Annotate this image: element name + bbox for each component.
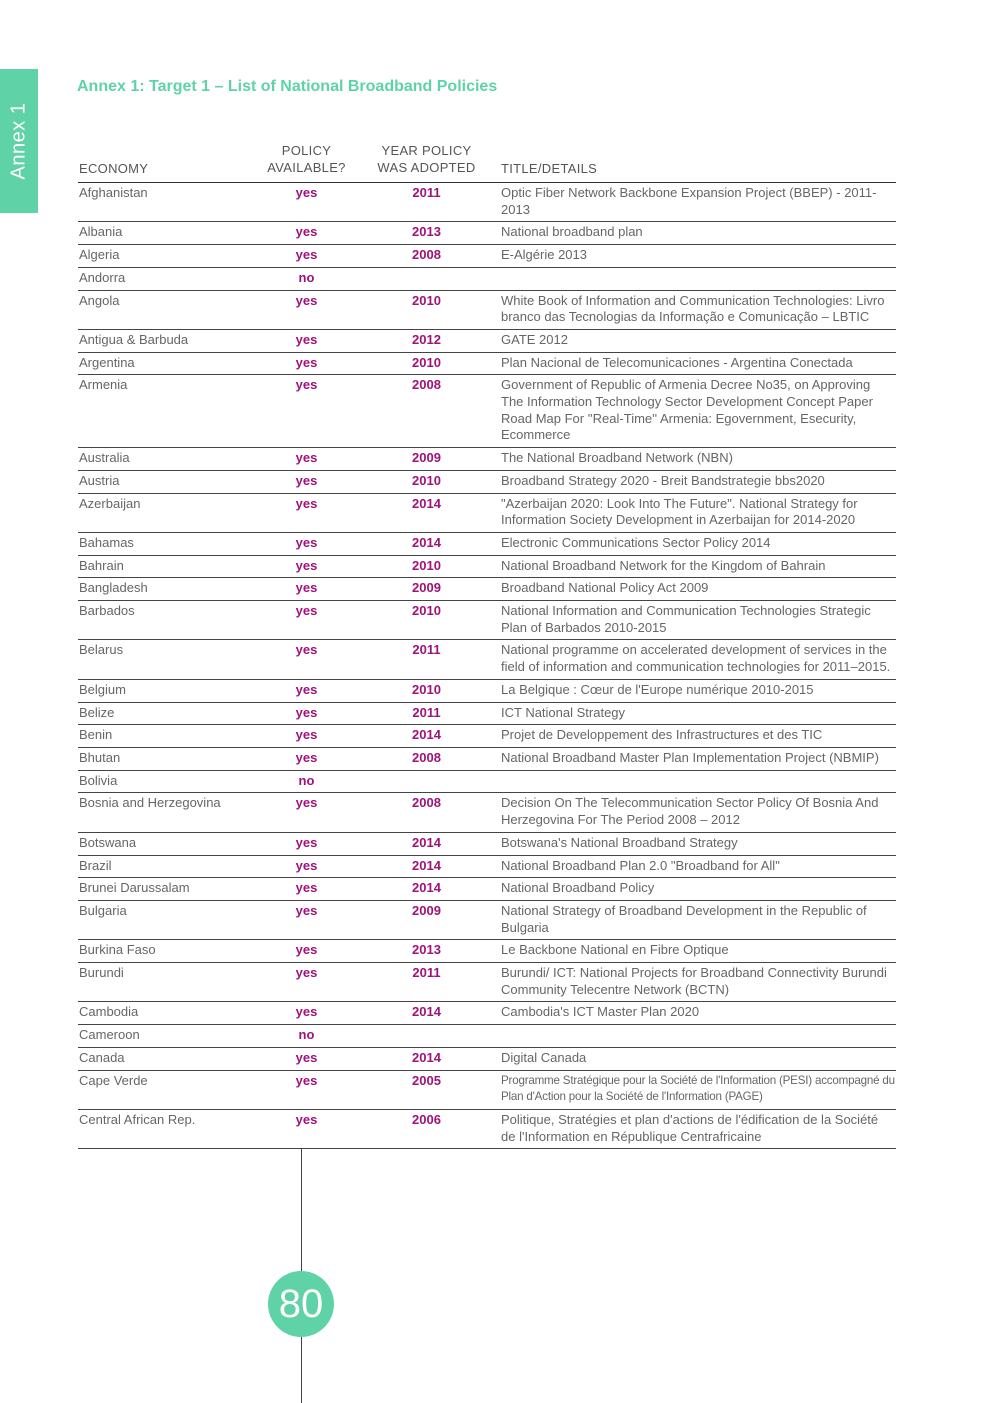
- table-row: [78, 1025, 896, 1048]
- year-cell: 2014: [412, 1049, 441, 1065]
- year-cell: 2008: [412, 795, 441, 811]
- table-row: [78, 748, 896, 771]
- title-cell: Broadband National Policy Act 2009: [501, 580, 709, 596]
- year-cell: 2011: [412, 185, 441, 200]
- policy-cell: yes: [295, 965, 318, 981]
- year-cell: 2014: [412, 857, 441, 873]
- year-cell: 2010: [412, 557, 441, 573]
- year-cell: 2013: [412, 942, 441, 958]
- policy-cell: yes: [295, 704, 318, 720]
- title-cell: Optic Fiber Network Backbone Expansion Project (BBEP) - 2011-2013: [501, 185, 877, 217]
- title-cell: National Broadband Master Plan Implementation Project (NBMIP): [501, 749, 879, 765]
- title-cell: National Broadband Policy: [501, 880, 655, 896]
- title-cell: Government of Republic of Armenia Decree No35, on Approving The Information Technology Sector Development Concept Paper Road Map For ''Real-Time'' Armenia: Egovernment, Esecurity, Ecommerce: [501, 377, 873, 443]
- economy-cell: Bangladesh: [79, 580, 148, 596]
- year-cell: 2014: [412, 834, 441, 850]
- title-cell: National broadband plan: [501, 224, 643, 240]
- year-cell: 2005: [412, 1072, 441, 1088]
- policy-cell: yes: [295, 727, 318, 743]
- economy-cell: Argentina: [79, 354, 135, 370]
- policy-cell: yes: [295, 603, 318, 619]
- table-row: [78, 245, 896, 268]
- policy-cell: yes: [295, 534, 318, 550]
- policy-cell: yes: [295, 354, 318, 370]
- economy-cell: Andorra: [79, 269, 126, 285]
- title-cell: Botswana's National Broadband Strategy: [501, 834, 738, 850]
- table-row: [78, 268, 896, 291]
- title-cell: Projet de Developpement des Infrastructures et des TIC: [501, 727, 823, 743]
- title-cell: National Strategy of Broadband Development in the Republic of Bulgaria: [501, 902, 867, 935]
- table-row: [78, 291, 896, 330]
- table-row: [78, 222, 896, 245]
- economy-cell: Bolivia: [79, 772, 118, 788]
- policy-cell: yes: [295, 185, 318, 200]
- table-row: [78, 601, 896, 640]
- title-cell: Broadband Strategy 2020 - Breit Bandstrategie bbs2020: [501, 472, 825, 488]
- policy-cell: yes: [295, 902, 318, 918]
- year-cell: 2014: [412, 880, 441, 896]
- table-row: [78, 533, 896, 556]
- year-cell: 2009: [412, 902, 441, 918]
- table-header: [78, 142, 896, 183]
- economy-cell: Cape Verde: [79, 1072, 148, 1088]
- policy-cell: yes: [295, 557, 318, 573]
- year-cell: 2012: [412, 331, 441, 347]
- economy-cell: Austria: [79, 472, 120, 488]
- year-cell: 2009: [412, 580, 441, 596]
- header-economy: ECONOMY: [79, 161, 149, 176]
- economy-cell: Central African Rep.: [79, 1111, 196, 1127]
- policy-cell: yes: [295, 1072, 318, 1088]
- year-cell: 2010: [412, 354, 441, 370]
- economy-cell: Canada: [79, 1049, 125, 1065]
- title-cell: National Information and Communication Technologies Strategic Plan of Barbados 2010-2015: [501, 603, 871, 635]
- header-policy-line1: POLICY: [281, 143, 332, 158]
- title-cell: Politique, Stratégies et plan d'actions de l'édification de la Société de l'Information en République Centrafricaine: [501, 1111, 879, 1144]
- year-cell: 2014: [412, 727, 441, 743]
- table-row: [78, 725, 896, 748]
- table-row: [78, 793, 896, 832]
- table-row: [78, 1071, 896, 1110]
- table-row: [78, 680, 896, 703]
- table-row: [78, 1002, 896, 1025]
- economy-cell: Benin: [79, 727, 113, 743]
- economy-cell: Bosnia and Herzegovina: [79, 795, 221, 811]
- policy-cell: yes: [295, 331, 318, 347]
- economy-cell: Burkina Faso: [79, 942, 156, 958]
- table-row: [78, 703, 896, 726]
- economy-cell: Belarus: [79, 642, 124, 658]
- economy-cell: Bhutan: [79, 749, 121, 765]
- year-cell: 2011: [412, 642, 441, 658]
- table-body: [78, 183, 896, 1149]
- table-row: [78, 471, 896, 494]
- policy-cell: yes: [295, 857, 318, 873]
- table-row: [78, 353, 896, 376]
- title-cell: Le Backbone National en Fibre Optique: [501, 942, 729, 958]
- table-row: [78, 771, 896, 794]
- economy-cell: Barbados: [79, 603, 135, 619]
- table-row: [78, 940, 896, 963]
- table-row: [78, 556, 896, 579]
- title-cell: E-Algérie 2013: [501, 247, 587, 263]
- header-year-line2: WAS ADOPTED: [377, 160, 476, 175]
- side-tab: [0, 69, 38, 213]
- year-cell: 2014: [412, 1004, 441, 1020]
- economy-cell: Armenia: [79, 377, 128, 393]
- table-row: [78, 640, 896, 679]
- policy-cell: yes: [295, 749, 318, 765]
- year-cell: 2014: [412, 534, 441, 550]
- header-policy: [249, 142, 364, 176]
- title-cell: Burundi/ ICT: National Projects for Broadband Connectivity Burundi Community Telecentre Network (BCTN): [501, 965, 887, 997]
- policy-cell: yes: [295, 880, 318, 896]
- table-row: [78, 901, 896, 940]
- economy-cell: Angola: [79, 292, 120, 308]
- policy-cell: yes: [295, 942, 318, 958]
- year-cell: 2014: [412, 495, 441, 511]
- year-cell: 2010: [412, 603, 441, 619]
- title-cell: The National Broadband Network (NBN): [501, 450, 733, 466]
- page-title: Annex 1: Target 1 – List of National Broadband Policies: [77, 78, 498, 95]
- economy-cell: Cameroon: [79, 1027, 140, 1043]
- policy-cell: no: [298, 1027, 315, 1043]
- year-cell: 2009: [412, 450, 441, 466]
- table-row: [78, 856, 896, 879]
- title-cell: Plan Nacional de Telecomunicaciones - Argentina Conectada: [501, 354, 853, 370]
- year-cell: 2008: [412, 247, 441, 263]
- title-cell: Electronic Communications Sector Policy 2014: [501, 534, 771, 550]
- year-cell: 2011: [412, 965, 441, 981]
- economy-cell: Bahrain: [79, 557, 124, 573]
- table-row: [78, 963, 896, 1002]
- economy-cell: Azerbaijan: [79, 495, 141, 511]
- table-row: [78, 833, 896, 856]
- policy-table: [78, 142, 896, 1149]
- year-cell: 2010: [412, 292, 441, 308]
- table-row: [78, 578, 896, 601]
- policy-cell: no: [298, 269, 315, 285]
- policy-cell: yes: [295, 472, 318, 488]
- economy-cell: Australia: [79, 450, 130, 466]
- policy-cell: yes: [295, 450, 318, 466]
- economy-cell: Brunei Darussalam: [79, 880, 190, 896]
- title-cell: ICT National Strategy: [501, 704, 626, 720]
- header-title: TITLE/DETAILS: [501, 161, 598, 176]
- title-cell: Digital Canada: [501, 1049, 587, 1065]
- policy-cell: yes: [295, 292, 318, 308]
- table-row: [78, 1048, 896, 1071]
- year-cell: 2008: [412, 749, 441, 765]
- policy-cell: yes: [295, 642, 318, 658]
- economy-cell: Cambodia: [79, 1004, 139, 1020]
- title-cell: "Azerbaijan 2020: Look Into The Future". National Strategy for Information Society Development in Azerbaijan for 2014-2020: [501, 495, 858, 528]
- table-row: [78, 183, 896, 222]
- side-tab-label: Annex 1: [7, 102, 30, 180]
- economy-cell: Bulgaria: [79, 902, 127, 918]
- policy-cell: yes: [295, 1004, 318, 1020]
- policy-cell: no: [298, 772, 315, 788]
- year-cell: 2006: [412, 1111, 441, 1127]
- policy-cell: yes: [295, 224, 318, 240]
- year-cell: 2008: [412, 377, 441, 393]
- economy-cell: Albania: [79, 224, 123, 240]
- table-row: [78, 878, 896, 901]
- title-cell: GATE 2012: [501, 331, 568, 347]
- page-number: 80: [268, 1271, 334, 1337]
- economy-cell: Belize: [79, 704, 115, 720]
- policy-cell: yes: [295, 580, 318, 596]
- header-year-line1: YEAR POLICY: [381, 143, 472, 158]
- economy-cell: Burundi: [79, 965, 124, 981]
- year-cell: 2013: [412, 224, 441, 240]
- policy-cell: yes: [295, 247, 318, 263]
- policy-cell: yes: [295, 834, 318, 850]
- economy-cell: Belgium: [79, 681, 126, 697]
- header-policy-line2: AVAILABLE?: [267, 160, 346, 175]
- economy-cell: Brazil: [79, 857, 112, 873]
- year-cell: 2010: [412, 681, 441, 697]
- economy-cell: Botswana: [79, 834, 137, 850]
- year-cell: 2011: [412, 704, 441, 720]
- title-cell: Decision On The Telecommunication Sector Policy Of Bosnia And Herzegovina For The Period 2008 – 2012: [501, 795, 879, 828]
- economy-cell: Afghanistan: [79, 185, 148, 200]
- title-cell: National Broadband Network for the Kingdom of Bahrain: [501, 557, 826, 573]
- divider-line-bottom: [301, 1337, 302, 1403]
- table-row: [78, 448, 896, 471]
- title-cell: National Broadband Plan 2.0 "Broadband for All": [501, 857, 780, 873]
- table-row: [78, 330, 896, 353]
- divider-line-top: [301, 1149, 302, 1271]
- policy-cell: yes: [295, 1111, 318, 1127]
- economy-cell: Bahamas: [79, 534, 134, 550]
- economy-cell: Algeria: [79, 247, 120, 263]
- table-row: [78, 375, 896, 448]
- title-cell: La Belgique : Cœur de l'Europe numérique 2010-2015: [501, 681, 814, 697]
- year-cell: 2010: [412, 472, 441, 488]
- table-row: [78, 1110, 896, 1149]
- title-cell: National programme on accelerated development of services in the field of information and communication technologies for 2011–2015.: [501, 642, 891, 675]
- title-cell: Cambodia's ICT Master Plan 2020: [501, 1004, 700, 1020]
- title-cell: White Book of Information and Communication Technologies: Livro branco das Tecnologias da Informação e Comunicação – LBTIC: [501, 292, 885, 325]
- table-row: [78, 494, 896, 533]
- policy-cell: yes: [295, 795, 318, 811]
- policy-cell: yes: [295, 681, 318, 697]
- header-year: [364, 142, 489, 176]
- policy-cell: yes: [295, 377, 318, 393]
- policy-cell: yes: [295, 495, 318, 511]
- policy-cell: yes: [295, 1049, 318, 1065]
- economy-cell: Antigua & Barbuda: [79, 331, 189, 347]
- title-cell: Programme Stratégique pour la Société de l'Information (PESI) accompagné du Plan d'Action pour la Société de l'Information (PAGE): [501, 1073, 895, 1104]
